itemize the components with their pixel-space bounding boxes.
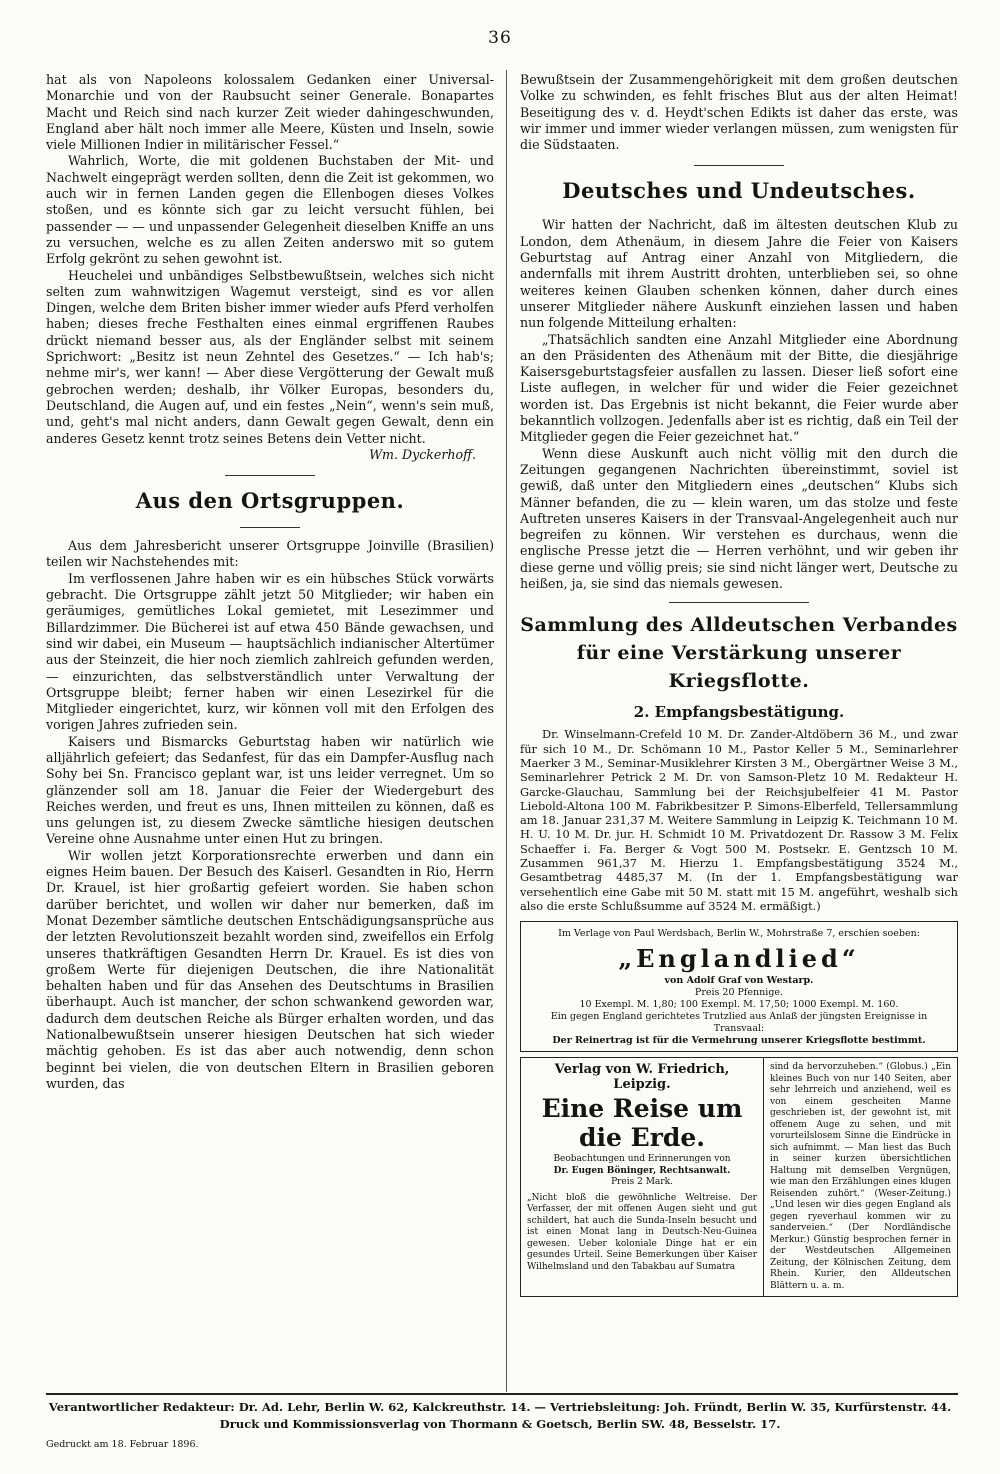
paragraph: Aus dem Jahresbericht unserer Ortsgruppe Joinville (Brasilien) teilen wir Nachstehendes mit: (46, 538, 494, 570)
section-heading: Aus den Ortsgruppen. (135, 488, 405, 514)
page-number: 36 (488, 28, 512, 48)
ad-subtitle: Beobachtungen und Erinnerungen von (553, 1154, 731, 1165)
column-divider (506, 70, 507, 1392)
paragraph: Wir wollen jetzt Korporationsrechte erwerben und dann ein eignes Heim bauen. Der Besuch des Kaiserl. Gesandten in Rio, Herrn Dr. Krauel, ist hier großartig gefeiert worden. Sie haben schon darüber berichtet, und wollen wir daher nur bemerken, daß im Monat Dezember sämtliche deutschen Entschädigungsansprüche aus der letzten Revolutionszeit bezahlt worden sind, zweifellos ein Erfolg unseres thatkräftigen Gesandten Herrn Dr. Krauel. Es ist dies von großem Werte für diejenigen Deutschen, die ihre Nationalität behalten haben und für das Ansehen des Deutschtums in Brasilien überhaupt. Auch ist mancher, der schon schwankend geworden war, dadurch dem deutschen Reiche als Bürger erhalten worden, und das Nationalbewußtsein unserer hiesigen Deutschen hat sich wieder mächtig gehoben. Es ist das aber auch notwendig, denn schon beginnt bei vielen, die von deutschen Eltern in Brasilien geboren wurden, das (46, 847, 494, 1091)
paragraph: Heuchelei und unbändiges Selbstbewußtsein, welches sich nicht selten zum wahnwitzigen Wagemut versteigt, sind es vor allen Dingen, welche dem Briten bisher immer wieder aufs Pferd verholfen haben; dieses freche Festhalten eines einmal ergriffenen Raubes drückt niemand besser aus, als der Engländer selbst mit seinem Sprichwort: „Besitz ist neun Zehntel des Gesetzes.“ — Ich hab's; nehme mir's, wer kann! — Aber diese Vergötterung der Gewalt muß gebrochen werden; deshalb, ihr Völker Europas, besonders du, Deutschland, die Augen auf, und ein festes „Nein“, wenn's sein muß, und, geht's mal nicht anders, dann Gewalt gegen Gewalt, denn ein anderes Gesetz kennt trotz seines Betens dein Vetter nicht. (46, 267, 494, 446)
paragraph: Wahrlich, Worte, die mit goldenen Buchstaben der Mit- und Nachwelt eingeprägt werden sollten, denn die Zeit ist gekommen, wo auch wir in fernen Landen gegen die Ellenbogen dieses Volkes stoßen, und es könnte sich gar zu leicht versucht fühlen, bei passender — — und unpassender Gelegenheit dieselben Kniffe an uns zu versuchen, welche es zu allen Zeiten anderswo mit so gutem Erfolg gekrönt zu sehen gewohnt ist. (46, 153, 494, 267)
ad-left-panel (521, 1058, 764, 1296)
ad-quote: „Nicht bloß die gewöhnliche Weltreise. Der Verfasser, der mit offenen Augen sieht und gut schildert, hat auch die Sunda-Inseln besucht und ist einen Monat lang in Deutsch-Neu-Guinea gewesen. Ueber koloniale Dinge hat er ein gesundes Urteil. Seine Bemerkungen über Kaiser Wilhelmsland und den Tabakbau auf Sumatra (527, 1192, 757, 1272)
sub-heading: 2. Empfangsbestätigung. (633, 703, 845, 722)
right-column (520, 72, 958, 1392)
ad-author: von Adolf Graf von Westarp. (664, 975, 814, 987)
footer-divider (46, 1393, 958, 1395)
ad-description: Ein gegen England gerichtetes Trutzlied aus Anlaß der jüngsten Ereignisse in Transvaal: (550, 1011, 928, 1035)
advertisement-reise (520, 1057, 958, 1297)
section-heading: Deutsches und Undeutsches. (562, 178, 916, 204)
ad-bulk-price: 10 Exempl. M. 1,80; 100 Exempl. M. 17,50; 1000 Exempl. M. 160. (579, 999, 899, 1011)
paragraph: Bewußtsein der Zusammengehörigkeit mit dem großen deutschen Volke zu schwinden, es fehlt frisches Blut aus der alten Heimat! Beseitigung des v. d. Heydt'schen Edikts ist daher das erste, was wir immer und immer wieder verlangen müssen, zum wenigsten für die Südstaaten. (520, 72, 958, 153)
section-heading: Sammlung des Alldeutschen Verbandes für eine Verstärkung unserer Kriegsflotte. (520, 614, 958, 693)
paragraph: Dr. Winselmann-Crefeld 10 M. Dr. Zander-Altdöbern 36 M., und zwar für sich 10 M., Dr. Schömann 10 M., Pastor Keller 5 M., Seminarlehrer Maerker 3 M., Seminar-Musiklehrer Kirsten 3 M., Obergärtner Weise 3 M., Seminarlehrer Petrick 2 M. Dr. von Samson-Pletz 10 M. Redakteur H. Garcke-Glauchau, Sammlung bei der Reichsjubelfeier 41 M. Pastor Liebold-Altona 100 M. Fabrikbesitzer P. Simons-Elberfeld, Tellersammlung am 18. Januar 231,37 M. Weitere Sammlung in Leipzig K. Teichmann 10 M. H. U. 10 M. Dr. jur. H. Schmidt 10 M. Privatdozent Dr. Rassow 3 M. Felix Schaeffer i. Fa. Berger & Vogt 500 M. Postsekr. E. Gentzsch 10 M. Zusammen 961,37 M. Hierzu 1. Empfangsbestätigung 3524 M., Gesamtbetrag 4485,37 M. (In der 1. Empfangsbestätigung war versehentlich eine Gabe mit 50 M. statt mit 15 M. angeführt, weshalb sich also die erste Schlußsumme auf 3524 M. ermäßigt.) (520, 727, 958, 913)
divider (240, 527, 300, 528)
paragraph: Wenn diese Auskunft auch nicht völlig mit den durch die Zeitungen gegangenen Nachrichten übereinstimmt, soviel ist gewiß, daß unter den Mitgliedern eines „deutschen“ Klubs sich Männer befanden, die zu — klein waren, um das stolze und feste Auftreten unseres Kaisers in der Transvaal-Angelegenheit auch nur begreifen zu können. Wir verstehen es durchaus, wenn die englische Presse jetzt die — Herren verhöhnt, und wir geben ihr diese gerne und völlig preis; sie sind nicht länger wert, Deutsche zu heißen, ja, sie sind das niemals gewesen. (520, 445, 958, 592)
ad-price: Preis 2 Mark. (611, 1177, 673, 1188)
ad-publisher: Verlag von W. Friedrich, Leipzig. (554, 1062, 730, 1093)
ad-right-panel (764, 1058, 957, 1296)
ad-reviews: sind da hervorzuheben.“ (Globus.) „Ein kleines Buch von nur 140 Seiten, aber sehr lehrreich und anziehend, weil es von einem gescheiten Manne geschrieben ist, der gewohnt ist, mit offenem Auge zu sehen, und mit vorurteilslosem Sinne die Eindrücke in sich aufnimmt. — Man liest das Buch in seiner kurzen übersichtlichen Haltung mit demselben Vergnügen, wie man den Erzählungen eines klugen Reisenden zuhört.“ (Weser-Zeitung.) „Und lesen wir dies gegen England als gegen ryeverhaul kommen wir zu sanderveien.“ (Der Nordländische Merkur.) Günstig besprochen ferner in der Westdeutschen Allgemeinen Zeitung, der Kölnischen Zeitung, dem Rhein. Kurier, den Alldeutschen Blättern u. a. m. (770, 1062, 951, 1291)
ad-book-title: Eine Reise um die Erde. (541, 1094, 743, 1153)
ad-note: Der Reinertrag ist für die Vermehrung unserer Kriegsflotte bestimmt. (552, 1035, 926, 1047)
advertisement-englandlied (520, 921, 958, 1052)
divider (694, 165, 784, 166)
paragraph: hat als von Napoleons kolossalem Gedanken einer Universal-Monarchie und von der Raubsucht seiner Generale. Bonapartes Macht und Reich sind nach kurzer Zeit wieder dahingeschwunden, England aber hält noch immer alle Meere, Küsten und Inseln, sowie viele Millionen Indier in militärischer Fessel.“ (46, 72, 494, 153)
divider (669, 602, 809, 603)
paragraph: „Thatsächlich sandten eine Anzahl Mitglieder eine Abordnung an den Präsidenten des Athenäum mit der Bitte, die diesjährige Kaisersgeburtstagsfeier ausfallen zu lassen. Dieser ließ sofort eine Liste auflegen, in welcher für und wider die Feier gezeichnet worden ist. Das Ergebnis ist nicht bekannt, die Feier wurde aber bekanntlich vollzogen. Jedenfalls aber ist es richtig, daß ein Teil der Mitglieder gegen die Feier gezeichnet hat.“ (520, 331, 958, 445)
ad-price: Preis 20 Pfennige. (694, 987, 784, 999)
paragraph: Im verflossenen Jahre haben wir es ein hübsches Stück vorwärts gebracht. Die Ortsgruppe zählt jetzt 50 Mitglieder; wir haben ein geräumiges, gemütliches Lokal gemietet, mit Lesezimmer und Billardzimmer. Die Bücherei ist auf etwa 450 Bände gewachsen, und sind wir dabei, ein Museum — hauptsächlich indianischer Altertümer aus der Steinzeit, die hier noch ziemlich zahlreich gefunden werden, — einzurichten, das selbstverständlich unter Verwaltung der Ortsgruppe bleibt; ferner haben wir einen Lesezirkel für die Mitglieder eingerichtet, kurz, wir können voll mit den Erfolgen des vorigen Jahres zufrieden sein. (46, 570, 494, 733)
footer-editor-line: Verantwortlicher Redakteur: Dr. Ad. Lehr, Berlin W. 62, Kalckreuthstr. 14. — Vertriebsleitung: Joh. Fründt, Berlin W. 35, Kurfürstenstr. 44. (48, 1400, 952, 1414)
footer-print-date: Gedruckt am 18. Februar 1896. (46, 1439, 199, 1450)
ad-author: Dr. Eugen Böninger, Rechtsanwalt. (553, 1165, 731, 1176)
donation-list (520, 727, 958, 913)
paragraph: Kaisers und Bismarcks Geburtstag haben wir natürlich wie alljährlich gefeiert; das Sedanfest, für das ein Dampfer-Ausflug nach Sohy bei Sn. Francisco geplant war, ist uns leider verregnet. Um so glänzender soll am 18. Januar die Feier der Wiedergeburt des Reiches werden, und freut es uns, Ihnen mitteilen zu können, daß es uns gelungen ist, zu diesem Zwecke sämtliche hiesigen deutschen Vereine ohne Ausnahme unter einen Hut zu bringen. (46, 733, 494, 847)
paragraph: Wir hatten der Nachricht, daß im ältesten deutschen Klub zu London, dem Athenäum, in diesem Jahre die Feier von Kaisers Geburtstag auf Antrag einer Anzahl von Mitgliedern, die andernfalls mit ihrem Austritt drohten, unterblieben sei, so ohne weiteres keinen Glauben schenken können, daher durch eines unserer Mitglieder nähere Auskunft einziehen lassen und haben nun folgende Mitteilung erhalten: (520, 217, 958, 331)
signature: Wm. Dyckerhoff. (369, 446, 476, 462)
divider (225, 475, 315, 476)
footer-printer-line: Druck und Kommissionsverlag von Thormann & Goetsch, Berlin SW. 48, Besselstr. 17. (219, 1417, 781, 1431)
ad-publisher-line: Im Verlage von Paul Werdsbach, Berlin W., Mohrstraße 7, erschien soeben: (558, 928, 920, 940)
left-column (46, 72, 494, 1392)
ad-title: „Englandlied“ (618, 944, 860, 974)
